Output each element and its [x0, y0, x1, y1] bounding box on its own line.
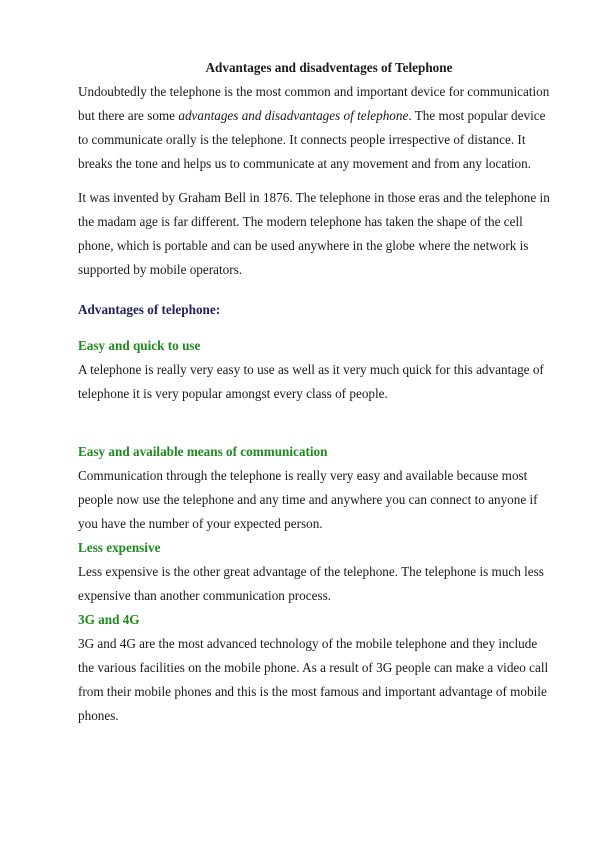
- section-heading-available-means: Easy and available means of communication: [78, 444, 328, 459]
- section-body-available-means: Communication through the telephone is really very easy and available because most people now use the telephone and any time and anywhere you can connect to anyone if you have the number of your expected person.: [78, 468, 538, 531]
- intro-text-end: . The most popular device to communicate orally is the telephone. It connects people irrespective of distance. It breaks the tone and helps us to communicate at any movement and from any location.: [78, 108, 546, 171]
- intro-paragraph: [78, 80, 550, 176]
- section-body-less-expensive: Less expensive is the other great advantage of the telephone. The telephone is much less expensive than another communication process.: [78, 564, 544, 603]
- section-heading-less-expensive: Less expensive: [78, 540, 161, 555]
- intro-text-start: Undoubtedly the telephone is the most common and important device for communication but there are some: [78, 84, 550, 123]
- advantages-heading: Advantages of telephone:: [78, 302, 221, 317]
- section-body-3g-4g: 3G and 4G are the most advanced technology of the mobile telephone and they include the various facilities on the mobile phone. As a result of 3G people can make a video call from their mobile phones and this is the most famous and important advantage of mobile phones.: [78, 636, 549, 723]
- page-title: Advantages and disadventages of Telephone: [205, 60, 453, 75]
- intro-italic-phrase: advantages and disadvantages of telephone: [178, 108, 409, 123]
- section-heading-3g-4g: 3G and 4G: [78, 612, 140, 627]
- section-heading-easy-quick: Easy and quick to use: [78, 338, 201, 353]
- section-body-easy-quick: A telephone is really very easy to use as well as it very much quick for this advantage of telephone it is very popular amongst every class of people.: [78, 362, 544, 401]
- history-paragraph: It was invented by Graham Bell in 1876. The telephone in those eras and the telephone in the madam age is far different. The modern telephone has taken the shape of the cell phone, which is portable and can be used anywhere in the globe where the network is supported by mobile operators.: [78, 190, 550, 277]
